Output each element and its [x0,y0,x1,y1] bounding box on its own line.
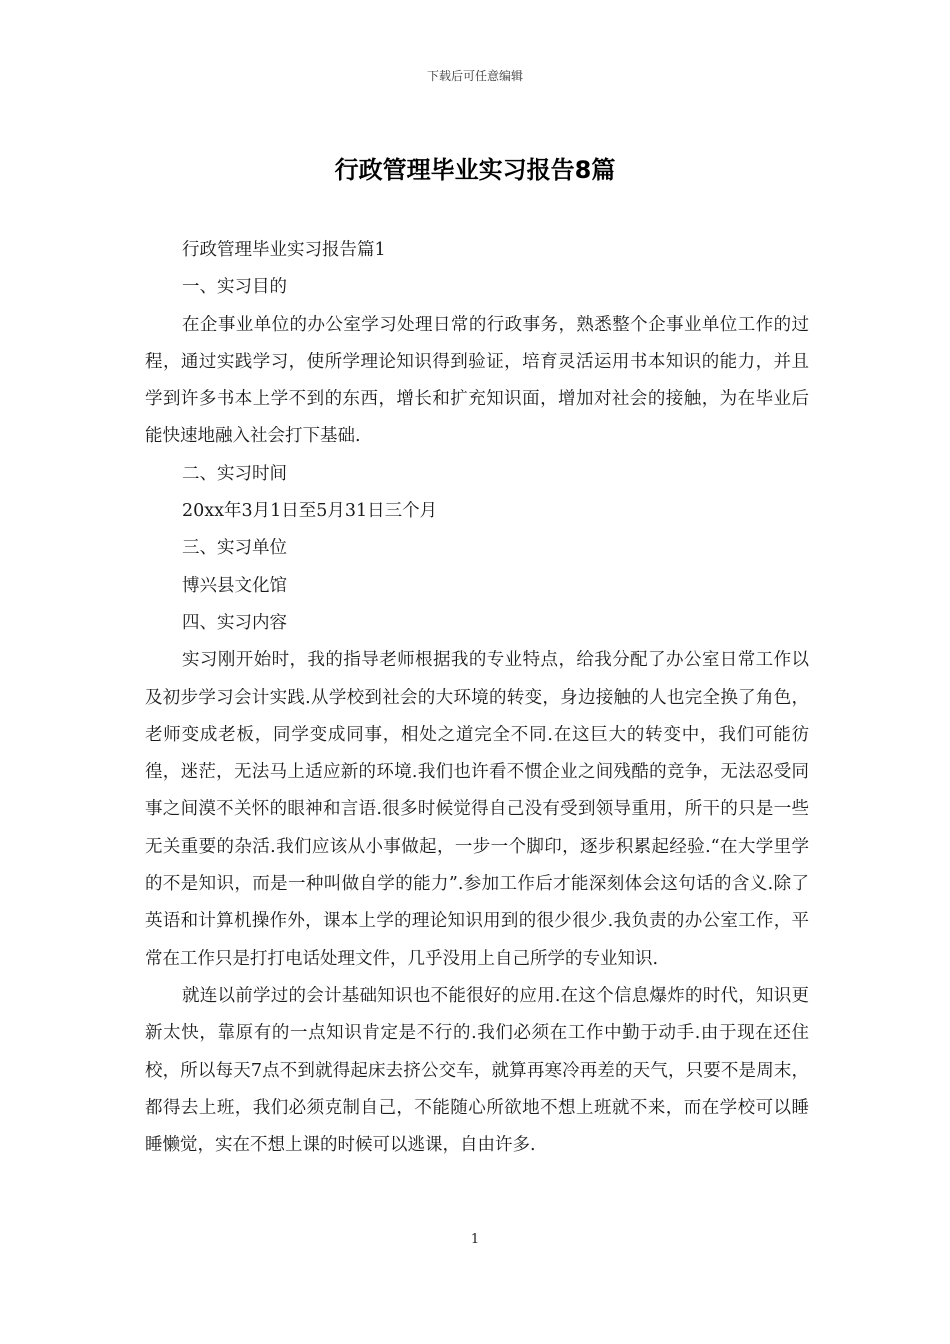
paragraph-content-1: 实习刚开始时，我的指导老师根据我的专业特点，给我分配了办公室日常工作以及初步学习会计实践.从学校到社会的大环境的转变，身边接触的人也完全换了角色，老师变成老板，同学变成同事，相处之道完全不同.在这巨大的转变中，我们可能彷徨，迷茫，无法马上适应新的环境.我们也许看不惯企业之间残酷的竞争，无法忍受同事之间漠不关怀的眼神和言语.很多时候觉得自己没有受到领导重用，所干的只是一些无关重要的杂活.我们应该从小事做起，一步一个脚印，逐步积累起经验.“在大学里学的不是知识，而是一种叫做自学的能力”.参加工作后才能深刻体会这句话的含义.除了英语和计算机操作外，课本上学的理论知识用到的很少很少.我负责的办公室工作，平常在工作只是打打电话处理文件，几乎没用上自己所学的专业知识. [145,650,809,969]
document-title: 行政管理毕业实习报告8篇 [334,156,616,184]
page-number: 1 [470,1232,480,1247]
section-heading-purpose: 一、实习目的 [182,277,287,298]
section-heading-unit: 三、实习单位 [182,538,287,559]
header-note: 下载后可任意编辑 [426,69,523,83]
section-heading-time: 二、实习时间 [182,463,287,484]
paragraph-unit: 博兴县文化馆 [182,575,287,596]
section-heading-report-1: 行政管理毕业实习报告篇1 [182,240,386,260]
paragraph-content-2: 就连以前学过的会计基础知识也不能很好的应用.在这个信息爆炸的时代，知识更新太快，靠原有的一点知识肯定是不行的.我们必须在工作中勤于动手.由于现在还住校，所以每天7点不到就得起床去挤公交车，就算再寒冷再差的天气，只要不是周末，都得去上班，我们必须克制自己，不能随心所欲地不想上班就不来，而在学校可以睡睡懒觉，实在不想上课的时候可以逃课，自由许多. [145,985,809,1156]
paragraph-purpose: 在企事业单位的办公室学习处理日常的行政事务，熟悉整个企事业单位工作的过程，通过实践学习，使所学理论知识得到验证，培育灵活运用书本知识的能力，并且学到许多书本上学不到的东西，增长和扩充知识面，增加对社会的接触，为在毕业后能快速地融入社会打下基础. [145,314,809,447]
section-heading-content: 四、实习内容 [182,612,287,633]
document-body [145,232,809,1164]
paragraph-time: 20xx年3月1日至5月31日三个月 [182,501,438,522]
